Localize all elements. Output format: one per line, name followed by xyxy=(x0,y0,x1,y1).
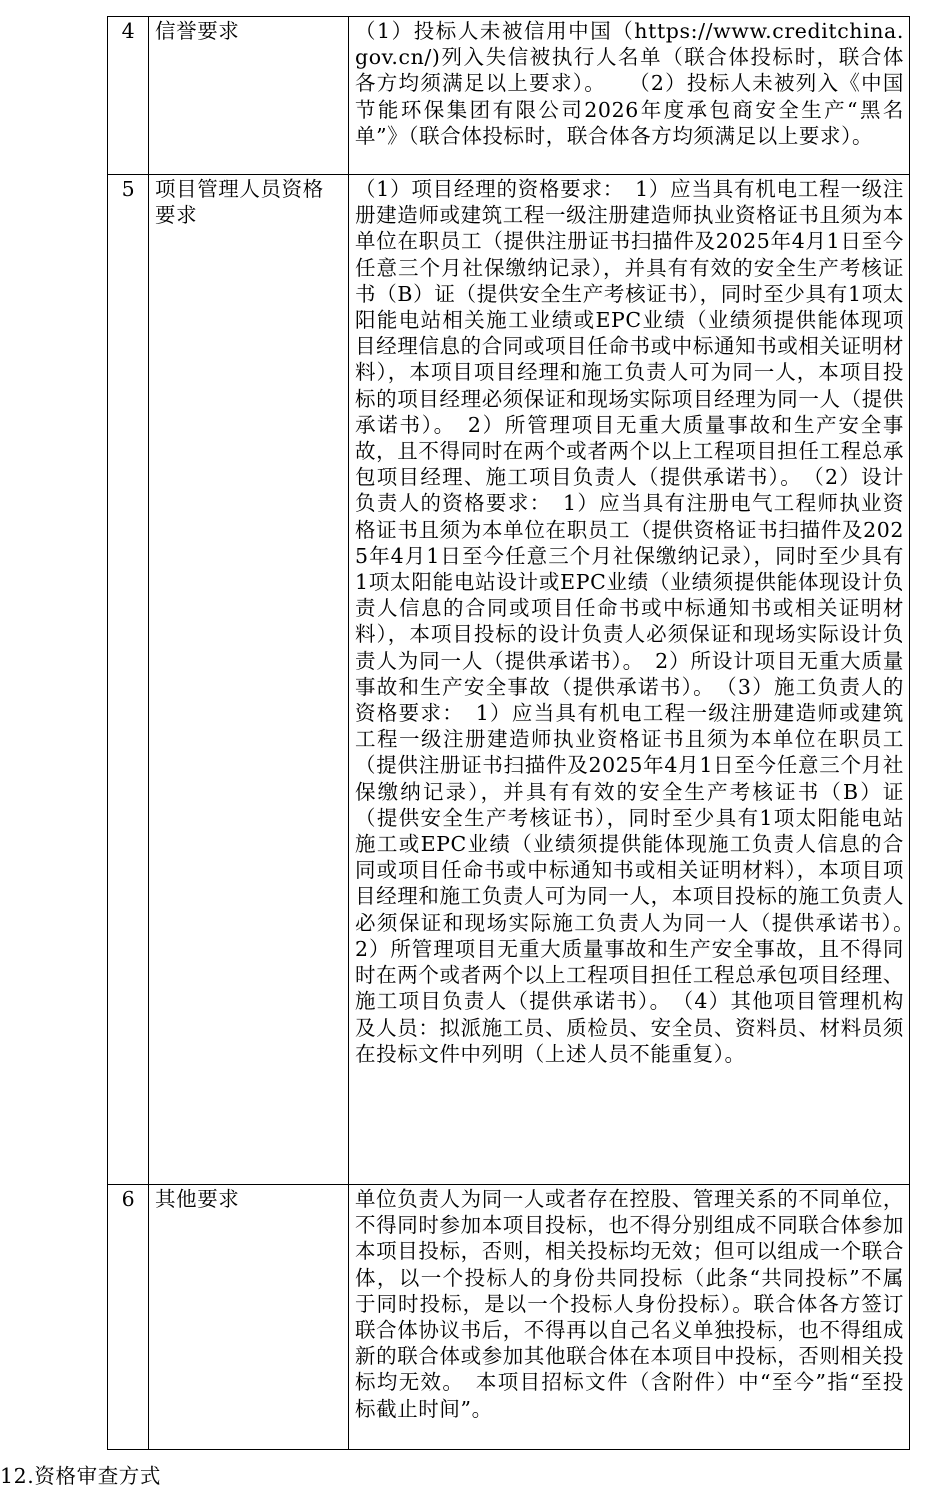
table-row xyxy=(108,17,910,175)
row-content: （1）项目经理的资格要求： 1）应当具有机电工程一级注册建造师或建筑工程一级注册建造师执业资格证书且须为本单位在职员工（提供注册证书扫描件及2025年4月1日至今任意三个月社保缴纳记录），并具有有效的安全生产考核证书（B）证（提供安全生产考核证书），同时至少具有1项太阳能电站相关施工业绩或EPC业绩（业绩须提供能体现项目经理信息的合同或项目任命书或中标通知书或相关证明材料），本项目项目经理和施工负责人可为同一人，本项目投标的项目经理必须保证和现场实际项目经理为同一人（提供承诺书）。 2）所管理项目无重大质量事故和生产安全事故，且不得同时在两个或者两个以上工程项目担任工程总承包项目经理、施工项目负责人（提供承诺书）。 （2）设计负责人的资格要求： 1）应当具有注册电气工程师执业资格证书且须为本单位在职员工（提供资格证书扫描件及2025年4月1日至今任意三个月社保缴纳记录），同时至少具有1项太阳能电站设计或EPC业绩（业绩须提供能体现设计负责人信息的合同或项目任命书或中标通知书或相关证明材料），本项目投标的设计负责人必须保证和现场实际设计负责人为同一人（提供承诺书）。 2）所设计项目无重大质量事故和生产安全事故（提供承诺书）。 （3）施工负责人的资格要求： 1）应当具有机电工程一级注册建造师或建筑工程一级注册建造师执业资格证书且须为本单位在职员工（提供注册证书扫描件及2025年4月1日至今任意三个月社保缴纳记录），并具有有效的安全生产考核证书（B）证（提供安全生产考核证书），同时至少具有1项太阳能电站施工或EPC业绩（业绩须提供能体现施工负责人信息的合同或项目任命书或中标通知书或相关证明材料），本项目项目经理和施工负责人可为同一人，本项目投标的施工负责人必须保证和现场实际施工负责人为同一人（提供承诺书）。 2）所管理项目无重大质量事故和生产安全事故，且不得同时在两个或者两个以上工程项目担任工程总承包项目经理、施工项目负责人（提供承诺书）。 （4）其他项目管理机构及人员：拟派施工员、质检员、安全员、资料员、材料员须在投标文件中列明（上述人员不能重复）。 xyxy=(349,175,910,1185)
row-number: 6 xyxy=(108,1185,149,1450)
row-content: （1）投标人未被信用中国（https://www.creditchina.gov.cn/)列入失信被执行人名单（联合体投标时，联合体各方均须满足以上要求）。 （2）投标人未被列入《中国节能环保集团有限公司2026年度承包商安全生产“黑名单”》（联合体投标时，联合体各方均须满足以上要求）。 xyxy=(349,17,910,175)
table-row xyxy=(108,1185,910,1450)
table-row xyxy=(108,175,910,1185)
requirements-table xyxy=(107,16,926,1450)
row-number: 5 xyxy=(108,175,149,1185)
row-item: 项目管理人员资格要求 xyxy=(149,175,349,1185)
row-item: 其他要求 xyxy=(149,1185,349,1450)
row-item: 信誉要求 xyxy=(149,17,349,175)
section-heading: 12.资格审查方式 xyxy=(0,1464,162,1488)
row-number: 4 xyxy=(108,17,149,175)
row-content: 单位负责人为同一人或者存在控股、管理关系的不同单位，不得同时参加本项目投标，也不得分别组成不同联合体参加本项目投标，否则，相关投标均无效；但可以组成一个联合体，以一个投标人的身份共同投标（此条“共同投标”不属于同时投标，是以一个投标人身份投标）。联合体各方签订联合体协议书后，不得再以自己名义单独投标，也不得组成新的联合体或参加其他联合体在本项目中投标，否则相关投标均无效。 本项目招标文件（含附件）中“至今”指“至投标截止时间”。 xyxy=(349,1185,910,1450)
